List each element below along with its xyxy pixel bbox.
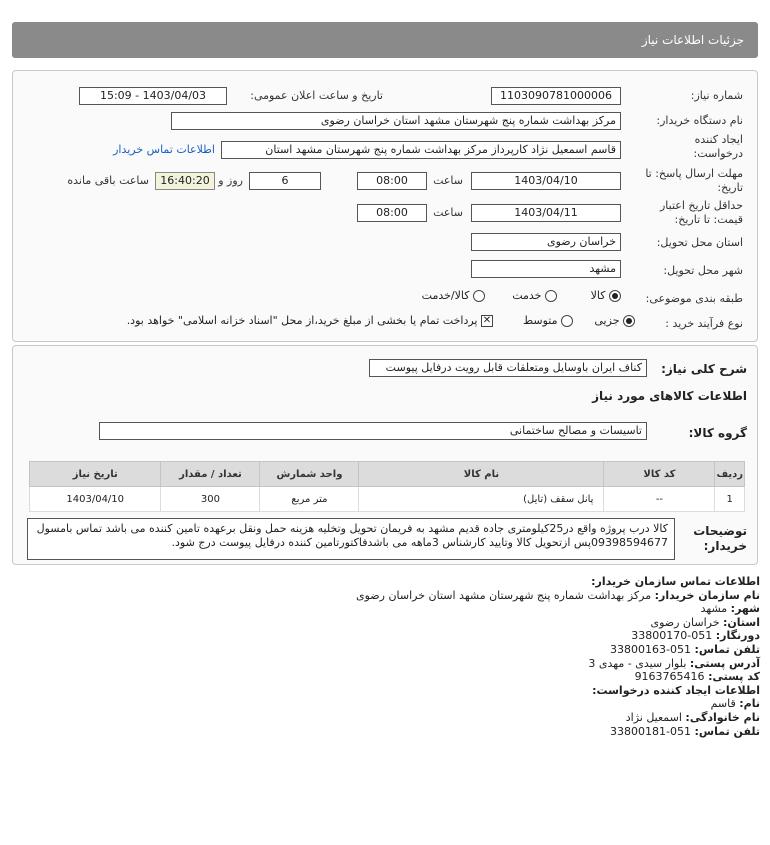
remaining-time-field: 16:40:20	[155, 172, 215, 190]
col-date: تاریخ نیاز	[30, 462, 161, 487]
page-title: جزئیات اطلاعات نیاز	[641, 33, 744, 47]
radio-unchecked-icon[interactable]	[473, 290, 485, 302]
process-option-minor[interactable]: جزیی	[594, 314, 635, 327]
radio-unchecked-icon[interactable]	[545, 290, 557, 302]
summary-field[interactable]: کناف ایران باوسایل ومتعلقات قابل رویت درفایل پیوست	[369, 359, 647, 377]
creator-family: نام خانوادگی: اسمعیل نژاد	[625, 710, 760, 724]
col-row: ردیف	[715, 462, 745, 487]
contact-title: اطلاعات تماس سازمان خریدار:	[591, 575, 760, 588]
process-label: نوع فرآیند خرید :	[665, 317, 743, 330]
creator-name: نام: قاسم	[710, 697, 760, 711]
goods-group-label: گروه کالا:	[688, 426, 747, 440]
creator-phone: تلفن تماس: 051-33800181	[610, 724, 760, 738]
announce-field[interactable]: 1403/04/03 - 15:09	[79, 87, 227, 105]
contact-address: آدرس پستی: بلوار سیدی - مهدی 3	[588, 656, 760, 670]
col-name: نام کالا	[359, 462, 604, 487]
process-option-medium[interactable]: متوسط	[523, 314, 573, 327]
buyer-label: نام دستگاه خریدار:	[656, 114, 743, 127]
validity-time-field[interactable]: 08:00	[357, 204, 427, 222]
city-label: شهر محل تحویل:	[663, 264, 743, 277]
deadline-time-label: ساعت	[433, 174, 463, 187]
radio-unchecked-icon[interactable]	[561, 315, 573, 327]
contact-org: نام سازمان خریدار: مرکز بهداشت شماره پنج شهرستان مشهد استان خراسان رضوی	[356, 588, 760, 602]
contact-fax: دورنگار: 051-33800170	[631, 629, 760, 643]
goods-table-header	[30, 462, 745, 487]
creator-info-title: اطلاعات ایجاد کننده درخواست:	[592, 683, 760, 697]
checkbox-crossed-icon[interactable]: ✕	[482, 315, 492, 326]
announce-label: تاریخ و ساعت اعلان عمومی:	[250, 89, 383, 102]
need-info-panel	[12, 70, 758, 342]
category-option-service[interactable]: خدمت	[512, 289, 557, 302]
goods-table	[29, 461, 745, 512]
contact-city: شهر: مشهد	[700, 602, 760, 616]
need-number-field[interactable]: 1103090781000006	[491, 87, 621, 105]
deadline-date-field[interactable]: 1403/04/10	[471, 172, 621, 190]
cell-name: پانل سقف (تایل)	[359, 487, 604, 512]
cell-code: --	[604, 487, 715, 512]
cell-date: 1403/04/10	[30, 487, 161, 512]
cell-row: 1	[715, 487, 745, 512]
buyer-description: کالا درب پروژه واقع در25کیلومتری جاده قدیم مشهد به فریمان تحویل وتخلیه هزینه حمل ونقل برعهده تامین کننده می باشد تماس بامسول 09398594677پس ازتحویل کالا وتایید کارشناس 3ماهه می باشدفاکتورتامین کننده درفایل پیوست درج شود.	[27, 518, 675, 560]
category-label: طبقه بندی موضوعی:	[645, 292, 743, 305]
radio-checked-icon[interactable]	[623, 315, 635, 327]
contact-postal: کد پستی: 9163765416	[634, 670, 760, 684]
contact-province: استان: خراسان رضوی	[650, 615, 760, 629]
cell-quantity: 300	[161, 487, 260, 512]
validity-time-label: ساعت	[433, 206, 463, 219]
col-code: کد کالا	[604, 462, 715, 487]
page-header	[12, 22, 758, 58]
province-field[interactable]: خراسان رضوی	[471, 233, 621, 251]
province-label: استان محل تحویل:	[656, 236, 743, 249]
summary-label: شرح کلی نیاز:	[661, 362, 747, 376]
contact-phone: تلفن تماس: 051-33800163	[610, 642, 760, 656]
category-option-goods[interactable]: کالا	[591, 289, 621, 302]
validity-label: حداقل تاریخ اعتبار قیمت: تا تاریخ:	[659, 199, 743, 226]
need-details-panel	[12, 345, 758, 565]
creator-label: ایجاد کننده درخواست:	[693, 133, 743, 160]
remaining-label: ساعت باقی مانده	[67, 174, 149, 187]
need-number-label: شماره نیاز:	[690, 89, 743, 102]
days-field[interactable]: 6	[249, 172, 321, 190]
buyer-contact-section	[12, 575, 760, 738]
col-unit: واحد شمارش	[260, 462, 359, 487]
buyer-description-label: توضیحات خریدار:	[693, 524, 747, 553]
deadline-time-field[interactable]: 08:00	[357, 172, 427, 190]
days-label: روز و	[218, 174, 243, 187]
treasury-payment-option[interactable]: ✕ پرداخت تمام یا بخشی از مبلغ خرید،از محل "اسناد خزانه اسلامی" خواهد بود.	[126, 314, 492, 327]
city-field[interactable]: مشهد	[471, 260, 621, 278]
radio-checked-icon[interactable]	[609, 290, 621, 302]
col-quantity: تعداد / مقدار	[161, 462, 260, 487]
creator-field[interactable]: قاسم اسمعیل نژاد کارپرداز مرکز بهداشت شماره پنج شهرستان مشهد استان	[221, 141, 621, 159]
goods-section-title: اطلاعات کالاهای مورد نیاز	[592, 389, 747, 403]
buyer-field[interactable]: مرکز بهداشت شماره پنج شهرستان مشهد استان خراسان رضوی	[171, 112, 621, 130]
cell-unit: متر مربع	[260, 487, 359, 512]
buyer-contact-link[interactable]: اطلاعات تماس خریدار	[113, 143, 215, 156]
goods-group-field[interactable]: تاسیسات و مصالح ساختمانی	[99, 422, 647, 440]
deadline-label: مهلت ارسال پاسخ: تا تاریخ:	[645, 167, 743, 194]
validity-date-field[interactable]: 1403/04/11	[471, 204, 621, 222]
table-row[interactable]	[30, 487, 745, 512]
category-option-goods-service[interactable]: کالا/خدمت	[422, 289, 485, 302]
